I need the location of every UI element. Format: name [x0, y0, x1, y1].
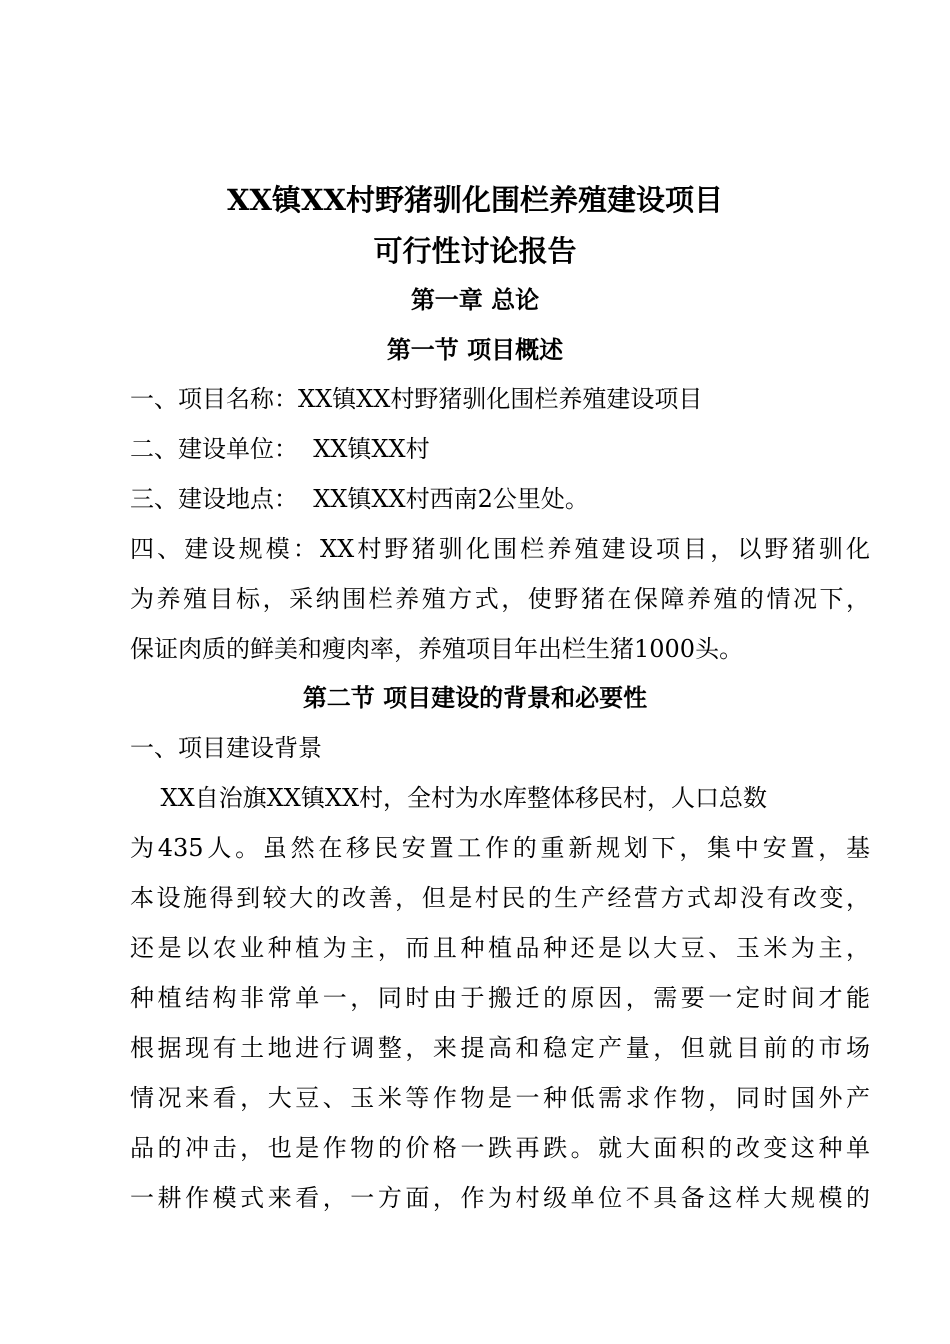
paragraph-line: 本设施得到较大的改善，但是村民的生产经营方式却没有改变，: [130, 884, 870, 912]
paragraph-line: 情况来看，大豆、玉米等作物是一种低需求作物，同时国外产: [130, 1084, 870, 1112]
construction-scale-line-2: 为养殖目标，采纳围栏养殖方式，使野猪在保障养殖的情况下，: [130, 585, 870, 613]
paragraph-line: 根据现有土地进行调整，来提高和稳定产量，但就目前的市场: [130, 1034, 870, 1062]
section-heading-2: 第二节 项目建设的背景和必要性: [302, 683, 648, 712]
construction-scale-line-1: 四、建设规模：XX村野猪驯化围栏养殖建设项目，以野猪驯化: [130, 535, 870, 563]
paragraph-line: 为435人。虽然在移民安置工作的重新规划下，集中安置，基: [130, 834, 870, 862]
subheading-background: 一、项目建设背景: [130, 734, 322, 762]
paragraph-line: XX自治旗XX镇XX村，全村为水库整体移民村，人口总数: [130, 784, 768, 812]
section-heading-1: 第一节 项目概述: [386, 335, 564, 364]
document-title: XX镇XX村野猪驯化围栏养殖建设项目: [226, 183, 723, 217]
construction-site-line: 三、建设地点： XX镇XX村西南2公里处。: [130, 485, 589, 513]
chapter-heading: 第一章 总论: [410, 285, 540, 314]
construction-scale-line-3: 保证肉质的鲜美和瘦肉率，养殖项目年出栏生猪1000头。: [130, 635, 744, 663]
paragraph-line: 品的冲击，也是作物的价格一跌再跌。就大面积的改变这种单: [130, 1134, 870, 1162]
construction-unit-line: 二、建设单位： XX镇XX村: [130, 435, 430, 463]
project-name-line: 一、项目名称：XX镇XX村野猪驯化围栏养殖建设项目: [130, 385, 703, 413]
paragraph-line: 一耕作模式来看，一方面，作为村级单位不具备这样大规模的: [130, 1184, 870, 1212]
document-subtitle: 可行性讨论报告: [373, 234, 577, 268]
paragraph-line: 还是以农业种植为主，而且种植品种还是以大豆、玉米为主，: [130, 934, 870, 962]
paragraph-line: 种植结构非常单一，同时由于搬迁的原因，需要一定时间才能: [130, 984, 870, 1012]
